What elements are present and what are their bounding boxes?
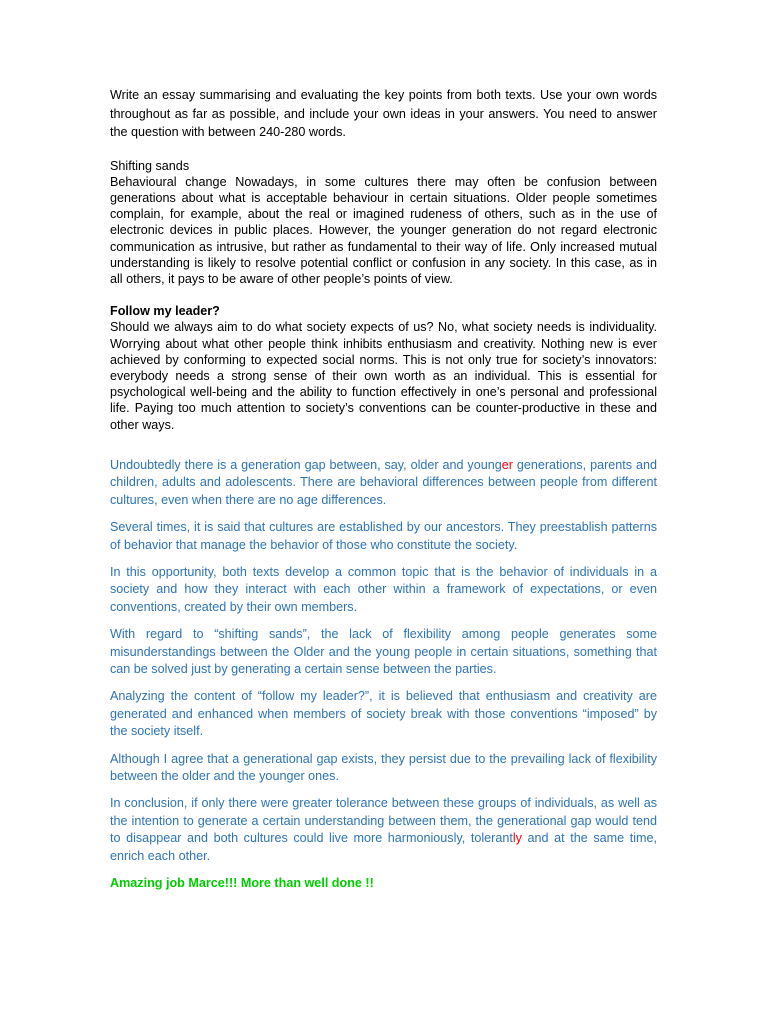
- text2-block: [110, 303, 657, 433]
- essay-paragraph-1: [110, 457, 657, 510]
- text2-body: Should we always aim to do what society expects of us? No, what society needs is individuality. Worrying about what other people think inhibits enthusiasm and creativity. Nothing new is ever achieved by conforming to expected social norms. This is not only true for society’s innovators: everybody needs a strong sense of their own worth as an individual. This is essential for psychological well-being and the ability to function effectively in one’s personal and professional life. Paying too much attention to society’s conventions can be counter-productive in these and other ways.: [110, 320, 657, 432]
- essay-paragraph-2: Several times, it is said that cultures are established by our ancestors. They preestablish patterns of behavior that manage the behavior of those who constitute the society.: [110, 520, 657, 552]
- text2-title: Follow my leader?: [110, 304, 220, 319]
- essay-text: Undoubtedly there is a generation gap between, say, older and young: [110, 457, 502, 472]
- essay-paragraph-6: Although I agree that a generational gap exists, they persist due to the prevailing lack of flexibility between the older and the younger ones.: [110, 751, 657, 784]
- essay-paragraph-5: Analyzing the content of “follow my leader?”, it is believed that enthusiasm and creativity are generated and enhanced when members of society break with those conventions “imposed” by the society itself.: [110, 689, 657, 739]
- text1-title: Shifting sands: [110, 158, 190, 173]
- teacher-feedback: Amazing job Marce!!! More than well done !!: [110, 876, 374, 891]
- essay-text: In conclusion, if only there were greater tolerance between these groups of individuals, as well as the intention to generate a certain understanding between them, the generational gap would tend to disappear and both cultures could live more harmoniously, tolerant: [110, 796, 657, 846]
- essay-text: and at the same time, enrich each other.: [110, 831, 657, 864]
- essay-paragraph-3: In this opportunity, both texts develop a common topic that is the behavior of individuals in a society and how they interact with each other within a framework of expectations, or even conventions, created by their own members.: [110, 564, 657, 614]
- essay-text: generations, parents and children, adults and adolescents. There are behavioral differences between people from different cultures, even when there are no age differences.: [110, 457, 657, 507]
- correction-mark: er: [501, 457, 513, 472]
- task-instructions: Write an essay summarising and evaluating the key points from both texts. Use your own words throughout as far as possible, and include your own ideas in your answers. You need to answer the question with between 240-280 words.: [110, 88, 657, 139]
- text1-body: Behavioural change Nowadays, in some cultures there may often be confusion between generations about what is acceptable behaviour in certain situations. Older people sometimes complain, for example, about the real or imagined rudeness of others, such as in the use of electronic devices in public places. However, the younger generation do not regard electronic communication as intrusive, but rather as fundamental to their way of life. Only increased mutual understanding is likely to resolve potential conflict or confusion in any society. In this case, as in all others, it pays to be aware of other people’s points of view.: [110, 174, 657, 286]
- essay-paragraph-4: With regard to “shifting sands”, the lack of flexibility among people generates some misunderstandings between the Older and the young people in certain situations, something that can be solved just by generating a certain sense between the parties.: [110, 627, 657, 677]
- text1-block: [110, 158, 657, 288]
- correction-mark: ly: [512, 831, 522, 846]
- document-page: [110, 86, 657, 893]
- essay-paragraph-7: [110, 795, 657, 865]
